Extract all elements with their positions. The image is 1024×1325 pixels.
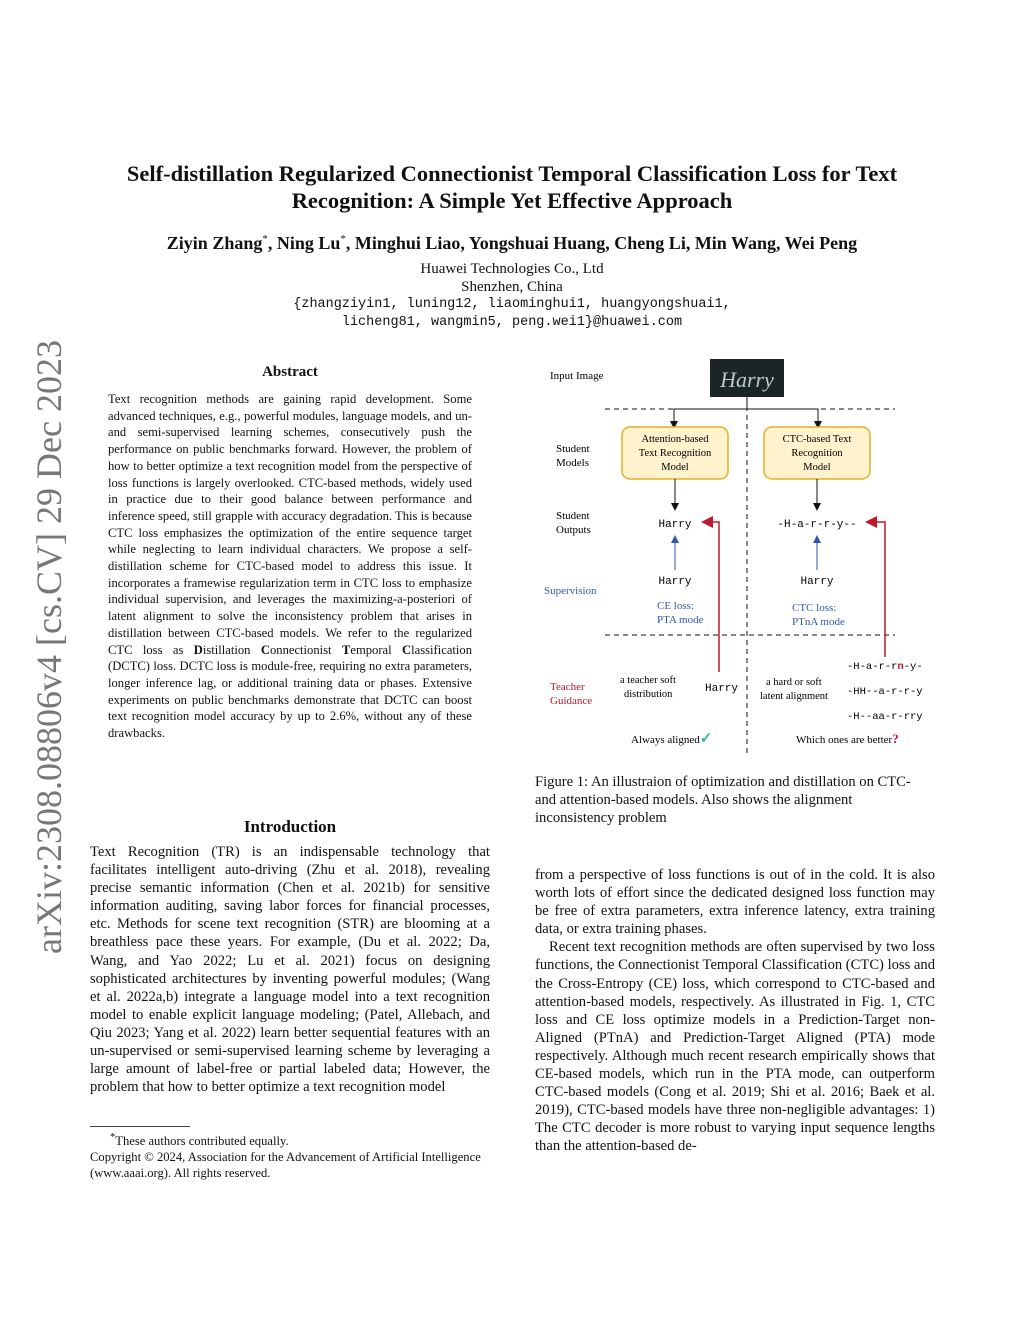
student-models-label: Student Models: [556, 443, 590, 469]
right-column-body: [535, 866, 935, 1156]
footnote: *These authors contributed equally. Copyright © 2024, Association for the Advancement of Artificial Intelligence (www.aaai.org). All rights reserved.: [90, 1130, 490, 1181]
alignment-2: -HH--a-r-r-y: [847, 686, 923, 698]
always-aligned-label: Always aligned✓: [631, 731, 713, 747]
arxiv-sidebar: arXiv:2308.08806v4 [cs.CV] 29 Dec 2023: [29, 340, 69, 954]
alignment-3: -H--aa-r-rry: [847, 711, 923, 723]
input-image-word: Harry: [720, 367, 774, 392]
footnote-rule: [90, 1126, 190, 1127]
affiliation-block: [70, 260, 954, 332]
attention-output: Harry: [658, 519, 692, 531]
teacher-guidance-label: Teacher Guidance: [550, 681, 593, 707]
location: Shenzhen, China: [461, 279, 563, 295]
abstract-body: Text recognition methods are gaining rapid development. Some advanced techniques, e.g., powerful modules, language models, and un- and semi-supervised learning schemes, consecutively push the performance on public benchmarks forward. However, the problem of how to better optimize a text recognition model from the perspective of loss functions is largely overlooked. CTC-based methods, widely used in practice due to their good balance between performance and inference speed, still grapple with accuracy degradation. This is because CTC loss emphasizes the optimization of the entire sequence target while neglecting to learn individual characters. We propose a self-distillation scheme for CTC-based model to address this issue. It incorporates a framewise regularization term in CTC loss to emphasize individual supervision, and leverages the maximizing-a-posteriori of latent alignment to solve the inconsistency problem that arises in distillation between CTC-based models. We refer to the regularized CTC loss as Distillation Connectionist Temporal Classification (DCTC) loss. DCTC loss is module-free, requiring no extra parameters, longer inference lag, or additional training data or phases. Extensive experiments on public benchmarks demonstrate that DCTC can boost text recognition model accuracy by up to 2.6%, without any of these drawbacks.: [108, 392, 472, 741]
student-outputs-label: Student Outputs: [556, 510, 591, 536]
question-icon: ?: [892, 731, 899, 746]
abstract-heading: Abstract: [262, 364, 318, 380]
ctc-loss-label: CTC loss: PTnA mode: [792, 602, 845, 628]
emails-line-2: licheng81, wangmin5, peng.wei1}@huawei.com: [341, 315, 683, 330]
teacher-right-desc: a hard or soft latent alignment: [760, 677, 828, 702]
emails-line-1: {zhangziyin1, luning12, liaominghui1, huangyongshuai1,: [293, 297, 731, 312]
attention-target: Harry: [658, 576, 692, 588]
figure-1: [540, 355, 940, 755]
paragraph: from a perspective of loss functions is out of in the cold. It is also worth lots of effort since the dedicated designed loss function may be free of extra parameters, extra inference latency, extra training data, or extra training phases.: [535, 867, 935, 938]
paper-title: Self-distillation Regularized Connectionist Temporal Classification Loss for Text Recognition: A Simple Yet Effective Approach: [126, 161, 898, 213]
paragraph: Recent text recognition methods are often supervised by two loss functions, the Connectionist Temporal Classification (CTC) loss and the Cross-Entropy (CE) loss, which correspond to CTC-based and attention-based models, respectively. As illustrated in Fig. 1, CTC loss and CE loss optimize models in a Prediction-Target non-Aligned (PTnA) and Prediction-Target Aligned (PTA) mode respectively. Although much recent research empirically shows that CE-based models, which run in the PTA mode, can outperform CTC-based models (Cong et al. 2019; Shi et al. 2016; Baek et al. 2019), CTC-based models have three non-negligible advantages: 1) The CTC decoder is more robust to varying input sequence lengths than the attention-based de-: [535, 939, 935, 1155]
introduction-heading: Introduction: [243, 817, 337, 836]
teacher-left-word: Harry: [705, 683, 739, 695]
ctc-target: Harry: [800, 576, 834, 588]
alignment-1: -H-a-r-rn-y-: [847, 661, 923, 673]
ce-loss-label: CE loss: PTA mode: [657, 600, 704, 626]
figure-caption: Figure 1: An illustraion of optimization and distillation on CTC- and attention-based models. Also shows the alignment inconsistency problem: [535, 774, 911, 827]
which-better-label: Which ones are better?: [796, 731, 899, 746]
input-image-label: Input Image: [550, 370, 604, 382]
authors: Ziyin Zhang*, Ning Lu*, Minghui Liao, Yongshuai Huang, Cheng Li, Min Wang, Wei Peng: [166, 233, 858, 253]
ctc-model-label: CTC-based Text Recognition Model: [782, 434, 852, 473]
attention-model-label: Attention-based Text Recognition Model: [638, 434, 712, 473]
affiliation: Huawei Technologies Co., Ltd: [420, 261, 604, 277]
supervision-label: Supervision: [544, 585, 597, 597]
teacher-left-desc: a teacher soft distribution: [620, 675, 676, 700]
copyright-notice: Copyright © 2024, Association for the Advancement of Artificial Intelligence (www.aaai.org). All rights reserved.: [90, 1150, 481, 1181]
introduction-body: Text Recognition (TR) is an indispensable technology that facilitates intelligent auto-driving (Zhu et al. 2018), revealing precise semantic information (Chen et al. 2021b) for sensitive information auditing, saving labor forces for financial processes, etc. Methods for scene text recognition (STR) are blooming at a breathless pace these years. For example, (Du et al. 2022; Da, Wang, and Yao 2022; Lu et al. 2021) focus on designing sophisticated architectures by inventing powerful modules; (Wang et al. 2022a,b) integrate a language model into a text recognition model to enable explicit language modeling; (Patel, Allebach, and Qiu 2023; Yang et al. 2022) learn better sequential features with an un-supervised or semi-supervised learning scheme by leveraging a large amount of label-free or partial labeled data; However, the problem that how to better optimize a text recognition model: [90, 844, 490, 1096]
check-icon: ✓: [699, 731, 713, 747]
ctc-output: -H-a-r-r-y--: [777, 519, 857, 531]
